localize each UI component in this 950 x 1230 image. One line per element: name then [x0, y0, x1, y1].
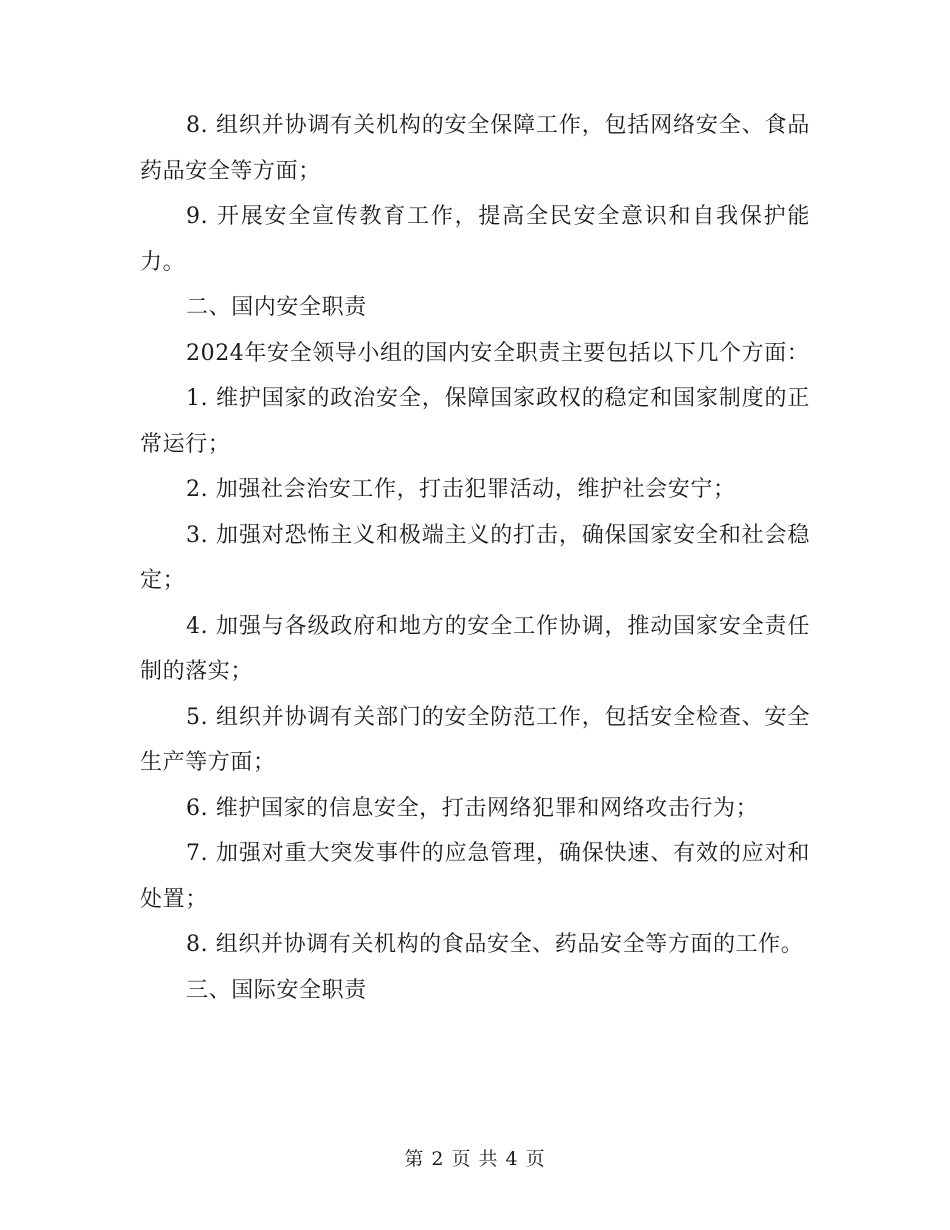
- list-item-9-security-education: 9. 开展安全宣传教育工作，提高全民安全意识和自我保护能力。: [140, 204, 810, 275]
- list-item-4-coordination: 4. 加强与各级政府和地方的安全工作协调，推动国家安全责任制的落实；: [140, 613, 810, 684]
- list-item-8-food-drug-safety: 8. 组织并协调有关机构的食品安全、药品安全等方面的工作。: [186, 932, 804, 957]
- page-number-footer: 第 2 页 共 4 页: [404, 1148, 546, 1170]
- list-item-5-prevention: 5. 组织并协调有关部门的安全防范工作，包括安全检查、安全生产等方面；: [140, 704, 810, 775]
- list-item-6-information-security: 6. 维护国家的信息安全，打击网络犯罪和网络攻击行为；: [186, 795, 759, 821]
- section-heading-domestic-security: 二、国内安全职责: [186, 295, 367, 320]
- section-intro-paragraph: 2024年安全领导小组的国内安全职责主要包括以下几个方面：: [186, 340, 810, 366]
- list-item-8-security-support: 8. 组织并协调有关机构的安全保障工作，包括网络安全、食品药品安全等方面；: [140, 113, 810, 184]
- list-item-7-emergency-management: 7. 加强对重大突发事件的应急管理，确保快速、有效的应对和处置；: [140, 841, 810, 912]
- section-heading-international-security: 三、国际安全职责: [186, 977, 367, 1003]
- list-item-1-political-security: 1. 维护国家的政治安全，保障国家政权的稳定和国家制度的正常运行；: [140, 386, 810, 457]
- list-item-2-public-order: 2. 加强社会治安工作，打击犯罪活动，维护社会安宁；: [186, 477, 736, 502]
- list-item-3-counter-terrorism: 3. 加强对恐怖主义和极端主义的打击，确保国家安全和社会稳定；: [140, 522, 810, 593]
- document-body: [140, 103, 810, 1013]
